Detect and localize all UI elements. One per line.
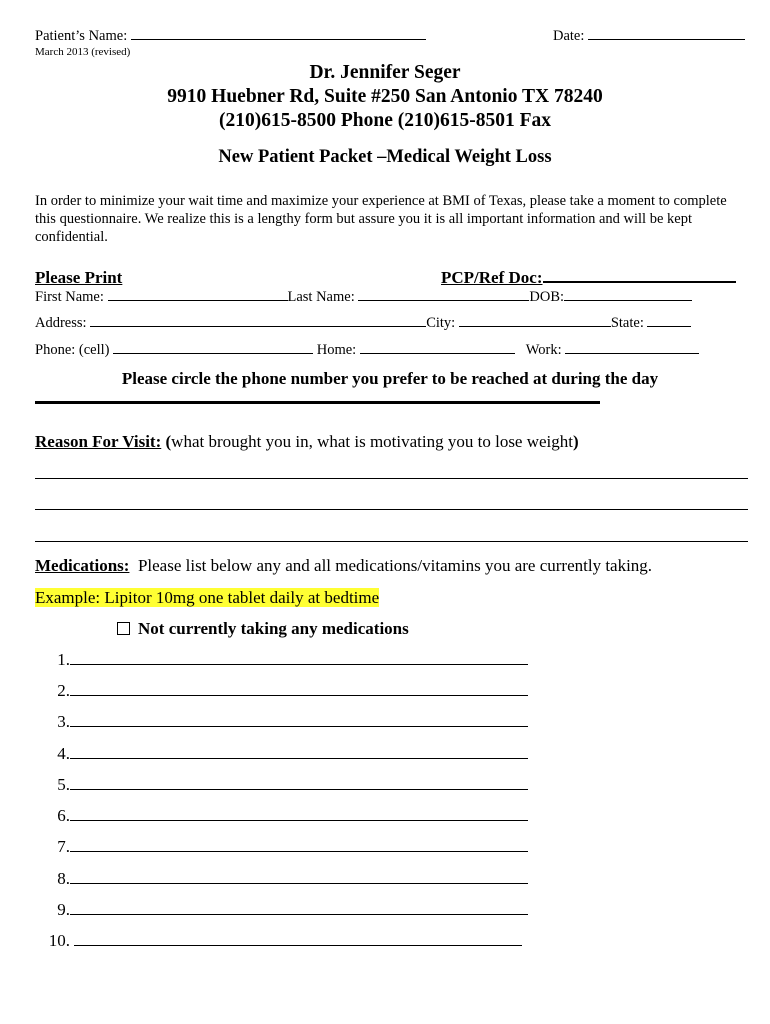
doctor-name: Dr. Jennifer Seger: [309, 62, 461, 83]
state-label: State:: [610, 315, 644, 331]
revision-note: March 2013 (revised): [35, 46, 131, 58]
medication-line[interactable]: [35, 681, 528, 699]
pcp-label: PCP/Ref Doc:: [441, 268, 543, 287]
please-print-heading: Please Print: [35, 268, 123, 287]
intro-paragraph: In order to minimize your wait time and maximize your experience at BMI of Texas, please take a moment to complete this questionnaire. We realize this is a lengthy form but assure you it is all important information and will be kept confidential.: [35, 193, 727, 245]
date-field[interactable]: [553, 28, 745, 45]
address-row: [35, 315, 691, 332]
patient-name-label: Patient’s Name:: [35, 28, 128, 44]
dob-blank[interactable]: [564, 299, 692, 301]
medications-heading: [35, 556, 652, 576]
medication-line[interactable]: [35, 869, 528, 887]
city-label: City:: [426, 315, 456, 331]
reason-open-paren: (: [165, 432, 172, 451]
medication-number: 7.: [57, 837, 70, 856]
medication-number: 1.: [57, 650, 70, 669]
medication-example-text: Example: Lipitor 10mg one tablet daily at bedtime: [35, 588, 380, 607]
medication-line[interactable]: [35, 837, 528, 855]
city-blank[interactable]: [459, 325, 611, 327]
medication-blank[interactable]: [70, 725, 528, 727]
medication-blank[interactable]: [70, 819, 528, 821]
home-label: Home:: [316, 342, 357, 358]
reason-line-2[interactable]: [35, 509, 748, 510]
reason-close-paren: ): [573, 432, 579, 451]
medication-blank[interactable]: [70, 913, 528, 915]
medication-line[interactable]: [35, 900, 528, 918]
phone-cell-blank[interactable]: [113, 352, 313, 354]
page-title: New Patient Packet –Medical Weight Loss: [218, 147, 552, 167]
reason-prompt: what brought you in, what is motivating you to lose weight: [171, 432, 573, 451]
clinic-address: 9910 Huebner Rd, Suite #250 San Antonio TX 78240: [167, 86, 603, 107]
medication-line[interactable]: [35, 744, 528, 762]
pcp-field[interactable]: [441, 268, 736, 288]
work-phone-blank[interactable]: [565, 352, 699, 354]
address-label: Address:: [35, 315, 87, 331]
patient-name-field[interactable]: [35, 28, 426, 45]
reason-line-1[interactable]: [35, 478, 748, 479]
medication-line[interactable]: [35, 712, 528, 730]
medication-line[interactable]: [35, 931, 522, 949]
medication-number: 10.: [48, 931, 70, 950]
section-divider: [35, 401, 600, 404]
reason-label: Reason For Visit:: [35, 432, 162, 451]
medication-number: 2.: [57, 681, 70, 700]
first-name-blank[interactable]: [108, 299, 288, 301]
medication-blank[interactable]: [70, 694, 528, 696]
no-medications-option[interactable]: [117, 619, 409, 639]
medication-blank[interactable]: [70, 757, 528, 759]
medications-label: Medications:: [35, 556, 130, 575]
home-phone-blank[interactable]: [360, 352, 515, 354]
medication-line[interactable]: [35, 806, 528, 824]
medication-blank[interactable]: [70, 663, 528, 665]
medication-blank[interactable]: [70, 850, 528, 852]
address-blank[interactable]: [90, 325, 426, 327]
medication-line[interactable]: [35, 650, 528, 668]
date-label: Date:: [553, 28, 585, 44]
medication-number: 4.: [57, 744, 70, 763]
medication-example: [35, 588, 379, 608]
last-name-blank[interactable]: [358, 299, 529, 301]
last-name-label: Last Name:: [287, 289, 355, 305]
circle-phone-note: Please circle the phone number you prefer to be reached at during the day: [121, 369, 659, 388]
medication-number: 6.: [57, 806, 70, 825]
state-blank[interactable]: [647, 325, 691, 327]
first-name-label: First Name:: [35, 289, 104, 305]
checkbox-icon[interactable]: [117, 622, 130, 635]
phone-row: [35, 342, 699, 359]
reason-line-3[interactable]: [35, 541, 748, 542]
work-label: Work:: [525, 342, 562, 358]
medication-number: 8.: [57, 869, 70, 888]
date-blank[interactable]: [588, 38, 745, 40]
medication-line[interactable]: [35, 775, 528, 793]
medication-blank[interactable]: [70, 788, 528, 790]
medication-number: 9.: [57, 900, 70, 919]
medication-number: 3.: [57, 712, 70, 731]
patient-name-blank[interactable]: [131, 38, 426, 40]
name-row: [35, 289, 692, 306]
phone-cell-label: Phone: (cell): [35, 342, 110, 358]
medication-blank[interactable]: [74, 944, 522, 946]
reason-heading: [35, 432, 579, 452]
clinic-phone-fax: (210)615-8500 Phone (210)615-8501 Fax: [218, 110, 551, 131]
dob-label: DOB:: [529, 289, 565, 305]
medication-number: 5.: [57, 775, 70, 794]
pcp-blank[interactable]: [543, 280, 736, 283]
medication-blank[interactable]: [70, 882, 528, 884]
medications-prompt: Please list below any and all medications/vitamins you are currently taking.: [137, 556, 653, 575]
no-medications-label: Not currently taking any medications: [138, 619, 409, 638]
